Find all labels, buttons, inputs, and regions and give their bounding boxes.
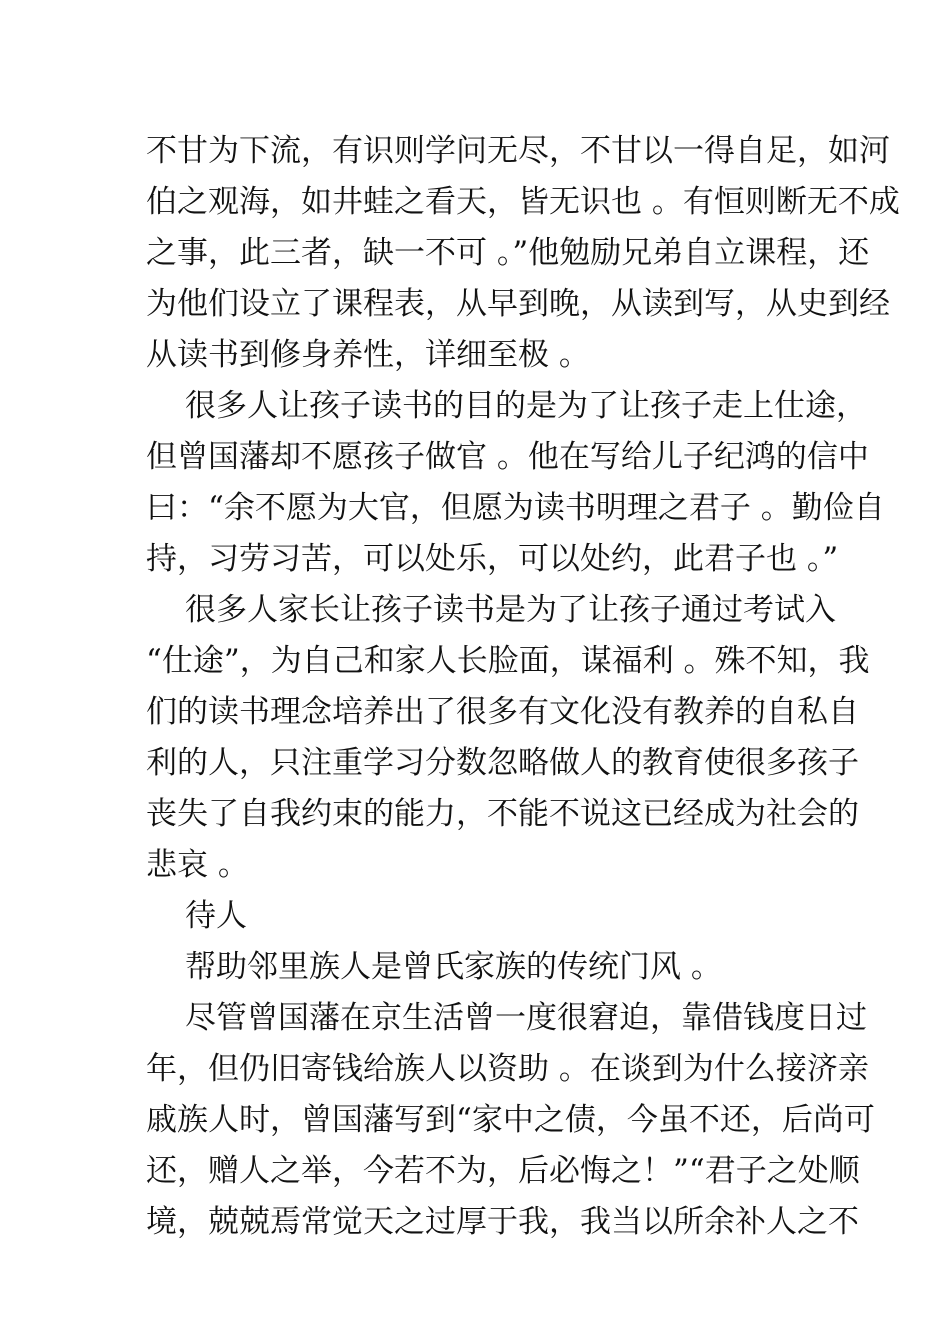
text-line-19: 年，但仍旧寄钱给族人以资助 。在谈到为什么接济亲 [146,1051,869,1087]
section-heading: 待人 [185,898,247,934]
text-line-4: 为他们设立了课程表，从早到晚，从读到写，从史到经 [146,286,890,322]
text-line-5: 从读书到修身养性，详细至极 。 [146,337,590,373]
text-line-21: 还，赠人之举，今若不为，后必悔之！”“君子之处顺 [146,1153,860,1189]
text-line-20: 戚族人时，曾国藩写到“家中之债，今虽不还，后尚可 [146,1102,875,1138]
text-line-9: 持，习劳习苦，可以处乐，可以处约，此君子也 。” [146,541,839,577]
text-line-12: 们的读书理念培养出了很多有文化没有教养的自私自 [146,694,859,730]
text-line-22: 境，兢兢焉常觉天之过厚于我，我当以所余补人之不 [146,1204,859,1240]
text-line-13: 利的人，只注重学习分数忽略做人的教育使很多孩子 [146,745,859,781]
text-line-14: 丧失了自我约束的能力，不能不说这已经成为社会的 [146,796,859,832]
text-line-10: 很多人家长让孩子读书是为了让孩子通过考试入 [185,592,836,628]
body-text [146,126,900,1248]
text-line-8: 曰：“余不愿为大官，但愿为读书明理之君子 。勤俭自 [146,490,885,526]
text-line-15: 悲哀 。 [146,847,249,883]
text-line-2: 伯之观海，如井蛙之看天，皆无识也 。有恒则断无不成 [146,184,900,220]
text-line-1: 不甘为下流，有识则学问无尽，不甘以一得自足，如河 [146,133,890,169]
text-line-11: “仕途”，为自己和家人长脸面，谋福利 。殊不知，我 [146,643,870,679]
text-line-7: 但曾国藩却不愿孩子做官 。他在写给儿子纪鸿的信中 [146,439,869,475]
text-line-18: 尽管曾国藩在京生活曾一度很窘迫，靠借钱度日过 [185,1000,867,1036]
text-line-6: 很多人让孩子读书的目的是为了让孩子走上仕途， [185,388,867,424]
text-line-3: 之事，此三者，缺一不可 。”他勉励兄弟自立课程，还 [146,235,870,271]
text-line-17: 帮助邻里族人是曾氏家族的传统门风 。 [185,949,722,985]
